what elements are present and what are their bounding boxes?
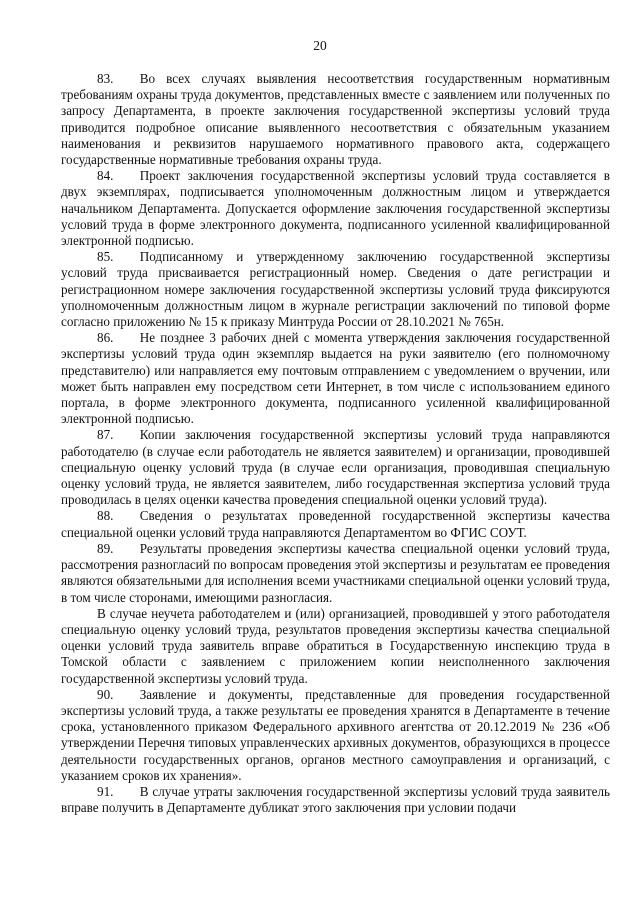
paragraph-83: 83. Во всех случаях выявления несоответствия государственным нормативным требованиям охраны труда документов, представленных вместе с заявлением или полученных по запросу Департамента, в проекте заключения государственной экспертизы условий труда приводится подробное описание выявленного несоответствия с обязательным указанием наименования и реквизитов нарушаемого нормативного правового акта, содержащего государственные нормативные требования охраны труда. xyxy=(61,71,610,168)
paragraph-89-continued: В случае неучета работодателем и (или) организацией, проводившей у этого работодателя специальную оценку условий труда, результатов проведения экспертизы качества специальной оценки условий труда заявитель вправе обратиться в Государственную инспекцию труда в Томской области с заявлением с приложением копии неисполненного заключения государственной экспертизы условий труда. xyxy=(61,605,610,686)
paragraph-85: 85. Подписанному и утвержденному заключению государственной экспертизы условий труда присваивается регистрационный номер. Сведения о дате регистрации и регистрационном номере заключения государственной экспертизы условий труда фиксируются уполномоченным должностным лицом в журнале регистрации заключений по типовой форме согласно приложению № 15 к приказу Минтруда России от 28.10.2021 № 765н. xyxy=(61,249,610,330)
page-number: 20 xyxy=(313,38,327,53)
paragraph-90: 90. Заявление и документы, представленные для проведения государственной экспертизы условий труда, а также результаты ее проведения хранятся в Департаменте в течение срока, установленного приказом Федерального архивного агентства от 20.12.2019 № 236 «Об утверждении Перечня типовых управленческих архивных документов, образующихся в процессе деятельности государственных органов, органов местного самоуправления и организаций, с указанием сроков их хранения». xyxy=(61,686,610,783)
paragraph-86: 86. Не позднее 3 рабочих дней с момента утверждения заключения государственной экспертизы условий труда один экземпляр выдается на руки заявителю (его полномочному представителю) или направляется ему почтовым отправлением с уведомлением о вручении, или может быть направлен ему посредством сети Интернет, в том числе с использованием единого портала, в форме электронного документа, подписанного усиленной квалифицированной электронной подписью. xyxy=(61,330,610,427)
paragraph-91: 91. В случае утраты заключения государственной экспертизы условий труда заявитель вправе получить в Департаменте дубликат этого заключения при условии подачи xyxy=(61,783,610,816)
document-body xyxy=(61,71,610,816)
paragraph-89: 89. Результаты проведения экспертизы качества специальной оценки условий труда, рассмотрения разногласий по вопросам проведения этой экспертизы и результатам ее проведения являются обязательными для исполнения всеми участниками специальной оценки условий труда, в том числе сторонами, имеющими разногласия. xyxy=(61,540,610,605)
paragraph-88: 88. Сведения о результатах проведенной государственной экспертизы качества специальной оценки условий труда направляются Департаментом во ФГИС СОУТ. xyxy=(61,508,610,540)
paragraph-87: 87. Копии заключения государственной экспертизы условий труда направляются работодателю (в случае если работодатель не является заявителем) и организации, проводившей специальную оценку условий труда (в случае если организация, проводившая специальную оценку условий труда, не является заявителем, либо государственная экспертиза условий труда проводилась в целях оценки качества проведения специальной оценки условий труда). xyxy=(61,427,610,508)
paragraph-84: 84. Проект заключения государственной экспертизы условий труда составляется в двух экземплярах, подписывается уполномоченным должностным лицом и утверждается начальником Департамента. Допускается оформление заключения государственной экспертизы условий труда в форме электронного документа, подписанного усиленной квалифицированной электронной подписью. xyxy=(61,168,610,249)
